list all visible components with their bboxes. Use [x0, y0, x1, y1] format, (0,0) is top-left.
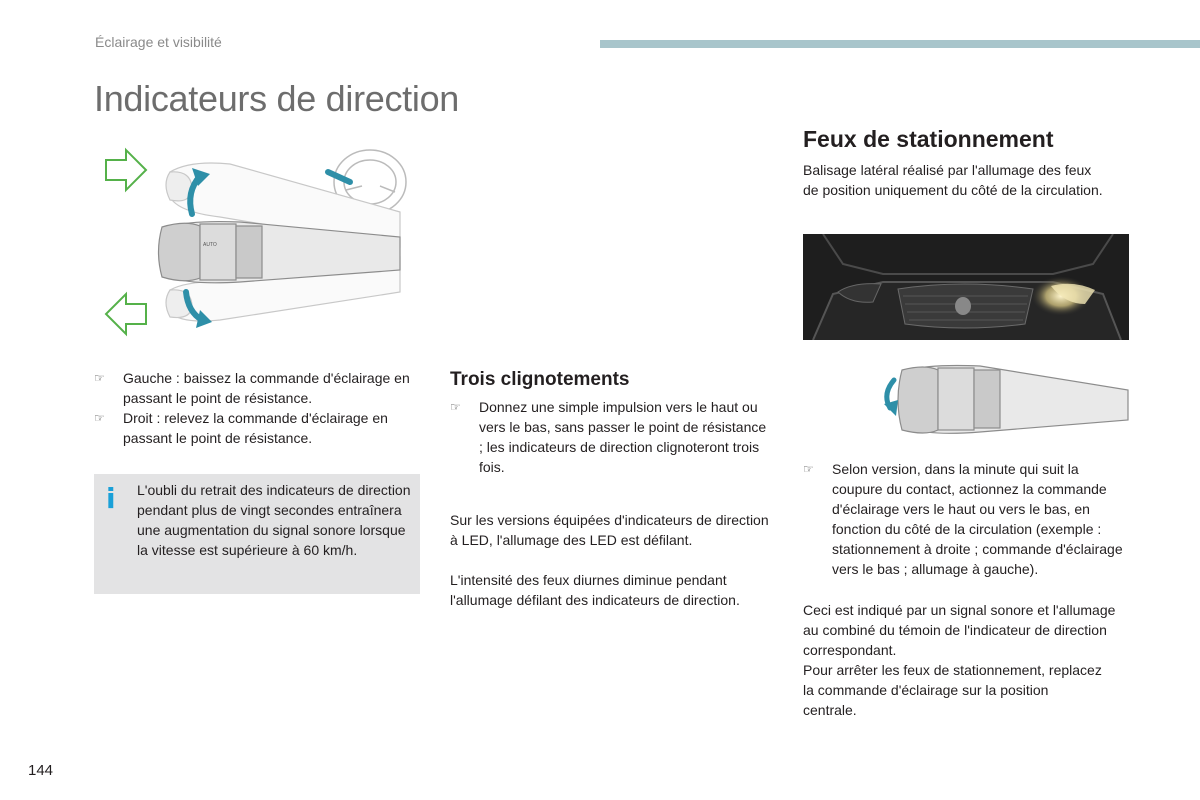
- list-item: ☞ Selon version, dans la minute qui suit la coupure du contact, actionnez la commande d'éclairage vers le haut ou vers le bas, en fonction du côté de la circulation (exemple : stationnement à droite ; commande d'éclairage vers le bas ; allumage à gauche).: [803, 461, 1123, 577]
- page-number: 144: [28, 762, 54, 779]
- car-front-photo: [803, 234, 1129, 340]
- pointing-hand-icon: ☞: [94, 411, 105, 425]
- list-item: ☞ Droit : relevez la commande d'éclairage en passant le point de résistance.: [94, 410, 388, 446]
- page-title: Indicateurs de direction: [94, 78, 460, 119]
- info-icon: i: [106, 482, 116, 515]
- section-label: Éclairage et visibilité: [95, 34, 222, 50]
- drl-paragraph: L'intensité des feux diurnes diminue pendant l'allumage défilant des indicateurs de direction.: [450, 572, 740, 608]
- parking-lever-illustration: [880, 360, 1130, 440]
- list-item: ☞ Donnez une simple impulsion vers le haut ou vers le bas, sans passer le point de résistance ; les indicateurs de direction clignoteront trois fois.: [450, 399, 767, 475]
- lever-auto-label: AUTO: [203, 242, 217, 248]
- info-box: [94, 474, 420, 594]
- section-heading-three-flashes: Trois clignotements: [450, 369, 630, 390]
- turn-signal-stalk-illustration: [100, 142, 410, 342]
- list-item: ☞ Gauche : baissez la commande d'éclairage en passant le point de résistance.: [94, 370, 410, 406]
- section-heading-parking-lights: Feux de stationnement: [803, 126, 1054, 152]
- header-bar: [600, 40, 1200, 48]
- pointing-hand-icon: ☞: [803, 462, 814, 476]
- pointing-hand-icon: ☞: [450, 400, 461, 414]
- parking-intro: Balisage latéral réalisé par l'allumage des feux de position uniquement du côté de la circulation.: [803, 162, 1103, 198]
- stop-paragraph: Pour arrêter les feux de stationnement, replacez la commande d'éclairage sur la position centrale.: [803, 662, 1102, 718]
- pointing-hand-icon: ☞: [94, 371, 105, 385]
- parking-instructions: [803, 459, 1133, 579]
- info-text: L'oubli du retrait des indicateurs de direction pendant plus de vingt secondes entraînera une augmentation du signal sonore lorsque la vitesse est supérieure à 60 km/h.: [137, 482, 411, 558]
- led-paragraph: Sur les versions équipées d'indicateurs de direction à LED, l'allumage des LED est défilant.: [450, 512, 769, 548]
- left-arrow-icon: [106, 294, 146, 334]
- right-arrow-icon: [106, 150, 146, 190]
- left-instructions: [94, 368, 424, 448]
- middle-instructions: [450, 397, 770, 477]
- signal-paragraph: Ceci est indiqué par un signal sonore et l'allumage au combiné du témoin de l'indicateur de direction correspondant.: [803, 602, 1116, 658]
